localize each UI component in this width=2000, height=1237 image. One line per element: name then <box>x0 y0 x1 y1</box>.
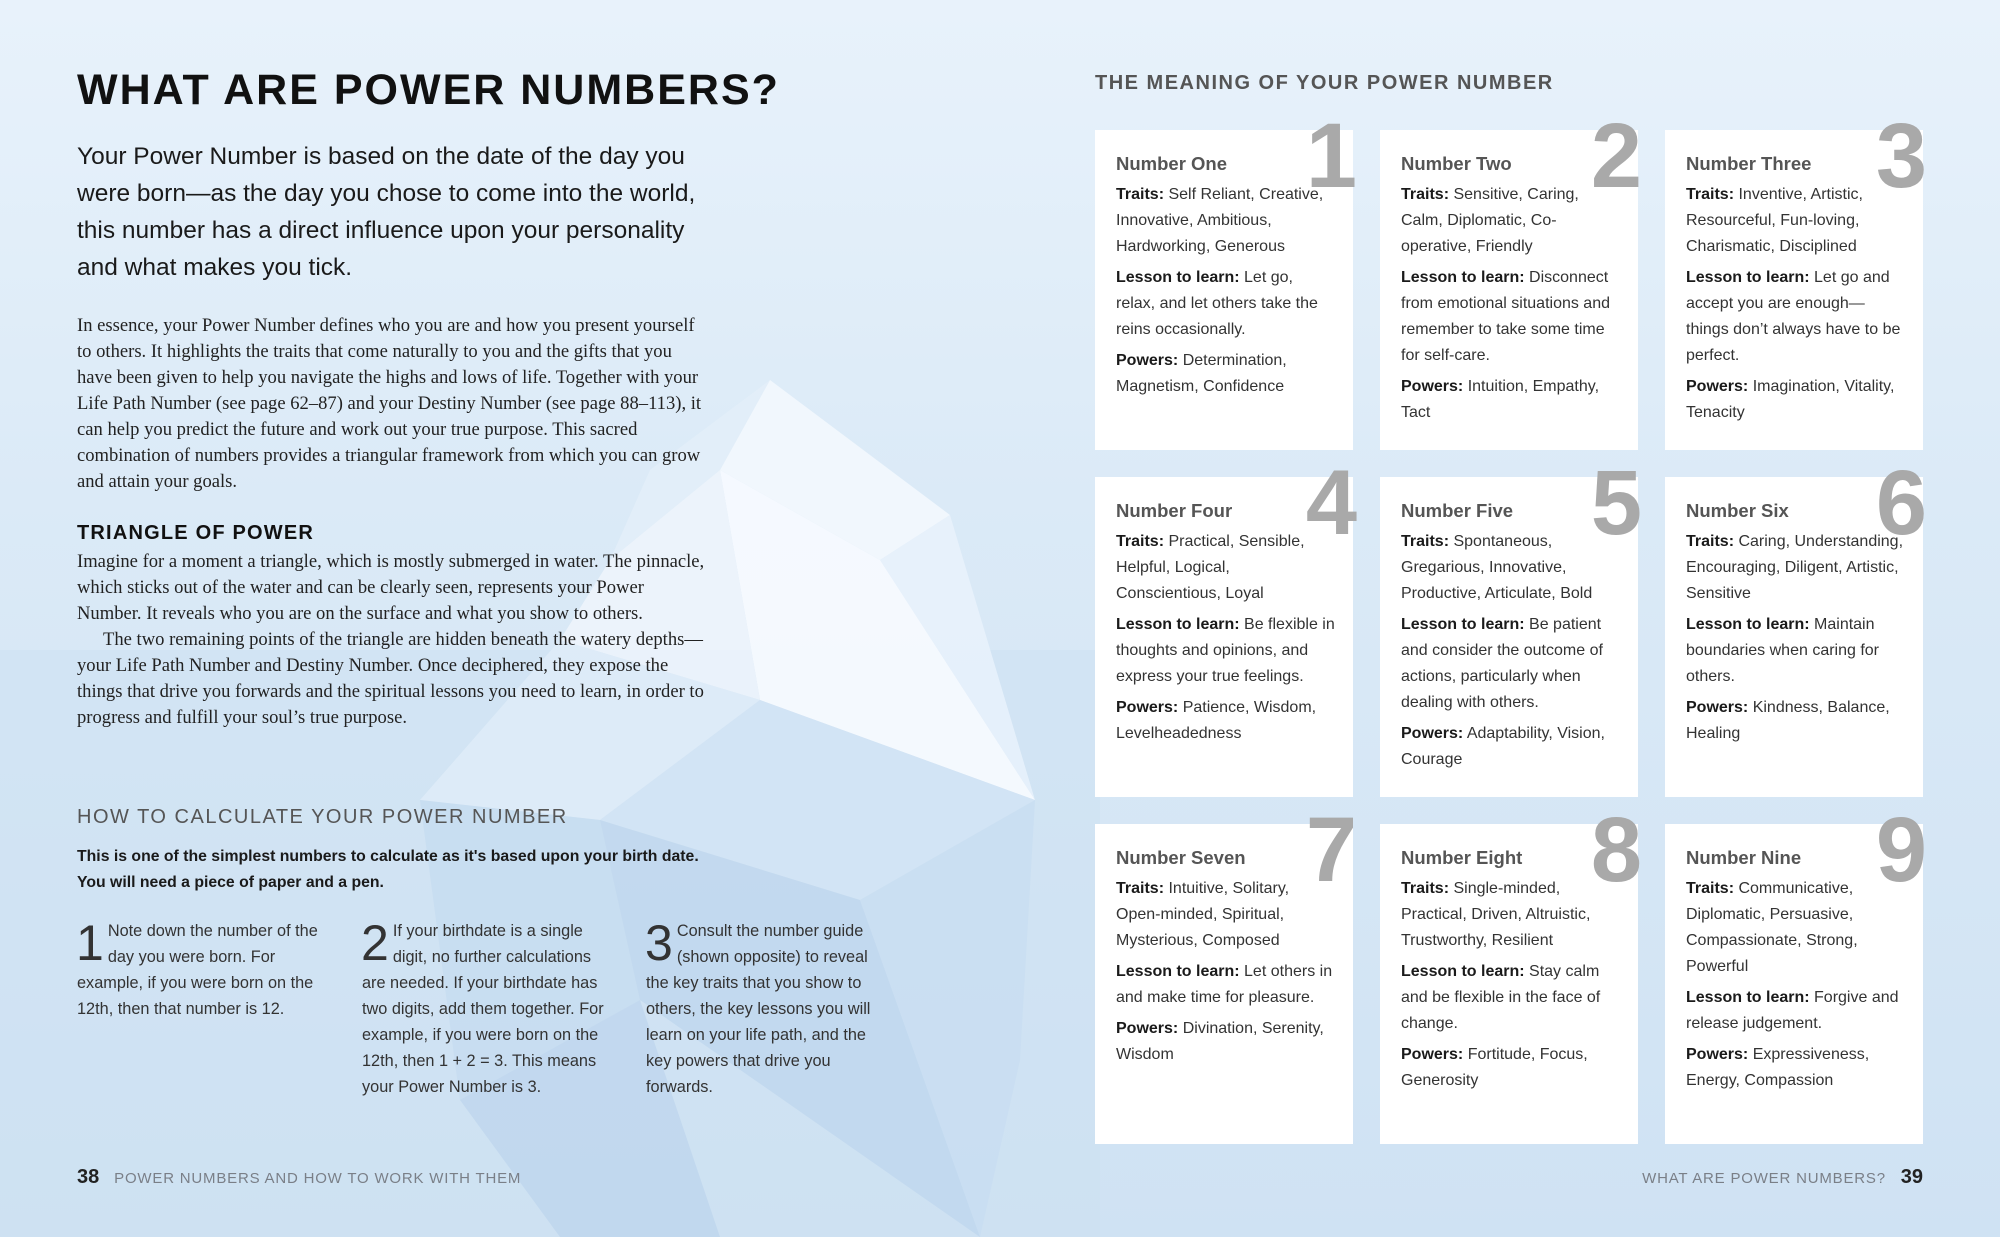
number-card-3 <box>1665 105 1927 450</box>
triangle-paragraph-1: Imagine for a moment a triangle, which is mostly submerged in water. The pinnacle, which sticks out of the water and can be clearly seen, represents your Power Number. It reveals who you are on the surface and what you show to others. <box>77 551 705 624</box>
card-title: Number Five <box>1401 500 1514 521</box>
number-card-2 <box>1380 105 1642 450</box>
card-number: 4 <box>1305 452 1357 554</box>
page-title: WHAT ARE POWER NUMBERS? <box>77 66 780 114</box>
card-number: 5 <box>1590 452 1642 554</box>
step-number: 1 <box>76 915 104 971</box>
step-2 <box>361 915 610 1100</box>
step-text: Consult the number guide (shown opposite) to reveal the key traits that you show to others, the key lessons you will learn on your life path, and the key powers that drive you forwards. <box>646 922 871 1096</box>
card-title: Number One <box>1116 153 1228 174</box>
card-traits: Traits: Intuitive, Solitary, Open-minded, Spiritual, Mysterious, Composed <box>1116 880 1290 949</box>
card-lesson: Lesson to learn: Let go, relax, and let others take the reins occasionally. <box>1116 269 1318 338</box>
card-lesson: Lesson to learn: Disconnect from emotional situations and remember to take some time for self-care. <box>1401 269 1610 364</box>
card-lesson: Lesson to learn: Forgive and release judgement. <box>1686 989 1899 1032</box>
triangle-section <box>77 549 707 731</box>
card-traits: Traits: Single-minded, Practical, Driven, Altruistic, Trustworthy, Resilient <box>1401 880 1591 949</box>
step-3 <box>645 915 894 1100</box>
step-number: 2 <box>361 915 389 971</box>
card-title: Number Eight <box>1401 847 1523 868</box>
step-1 <box>76 915 325 1022</box>
triangle-paragraph-2: The two remaining points of the triangle are hidden beneath the watery depths—your Life Path Number and Destiny Number. Once deciphered, they expose the things that drive you forwards and the spiritual lessons you need to learn, in order to progress and fulfill your soul’s true purpose. <box>77 629 704 728</box>
right-page <box>1000 0 2000 1237</box>
number-card-7 <box>1095 799 1357 1144</box>
number-card-4 <box>1095 452 1357 797</box>
intro-paragraph: Your Power Number is based on the date of the day you were born—as the day you chose to come into the world, this number has a direct influence upon your personality and what makes you tick. <box>77 143 696 281</box>
card-lesson: Lesson to learn: Let others in and make time for pleasure. <box>1116 963 1333 1006</box>
card-traits: Traits: Caring, Understanding, Encouraging, Diligent, Artistic, Sensitive <box>1686 533 1904 602</box>
card-lesson: Lesson to learn: Be flexible in thoughts and opinions, and express your true feelings. <box>1116 616 1335 685</box>
right-footer <box>1642 1166 1923 1189</box>
calc-heading: HOW TO CALCULATE YOUR POWER NUMBER <box>77 806 568 828</box>
step-text: If your birthdate is a single digit, no further calculations are needed. If your birthdate has two digits, add them together. For example, if you were born on the 12th, then 1 + 2 = 3. This means your Power Number is 3. <box>362 922 604 1096</box>
card-powers: Powers: Divination, Serenity, Wisdom <box>1116 1020 1324 1063</box>
page-number: 38 <box>77 1166 100 1188</box>
triangle-heading: TRIANGLE OF POWER <box>77 522 315 544</box>
card-title: Number Four <box>1116 500 1233 521</box>
card-powers: Powers: Determination, Magnetism, Confidence <box>1116 352 1287 395</box>
card-lesson: Lesson to learn: Let go and accept you are enough—things don’t always have to be perfect. <box>1686 269 1901 364</box>
card-number: 8 <box>1590 799 1642 901</box>
card-lesson: Lesson to learn: Stay calm and be flexible in the face of change. <box>1401 963 1601 1032</box>
card-number: 1 <box>1305 105 1357 207</box>
card-title: Number Six <box>1686 500 1789 521</box>
card-traits: Traits: Spontaneous, Gregarious, Innovative, Productive, Articulate, Bold <box>1401 533 1593 602</box>
card-traits: Traits: Inventive, Artistic, Resourceful, Fun-loving, Charismatic, Disciplined <box>1686 186 1863 255</box>
number-card-8 <box>1380 799 1642 1144</box>
body-text: In essence, your Power Number defines who you are and how you present yourself to others. It highlights the traits that come naturally to you and the gifts that you have been given to help you navigate the highs and lows of life. Together with your Life Path Number (see page 62–87) and your Destiny Number (see page 88–113), it can help you predict the future and work out your true purpose. This sacred combination of numbers provides a triangular framework from which you can grow and attain your goals. <box>77 315 702 492</box>
left-footer <box>77 1166 521 1189</box>
card-lesson: Lesson to learn: Maintain boundaries when caring for others. <box>1686 616 1880 685</box>
card-title: Number Seven <box>1116 847 1246 868</box>
page-number: 39 <box>1900 1166 1923 1188</box>
card-number: 6 <box>1875 452 1927 554</box>
step-number: 3 <box>645 915 673 971</box>
meaning-heading: THE MEANING OF YOUR POWER NUMBER <box>1095 72 1554 94</box>
step-text: Note down the number of the day you were born. For example, if you were born on the 12th, then that number is 12. <box>77 922 318 1018</box>
running-head: POWER NUMBERS AND HOW TO WORK WITH THEM <box>114 1170 522 1187</box>
card-traits: Traits: Sensitive, Caring, Calm, Diplomatic, Co-operative, Friendly <box>1401 186 1579 255</box>
card-number: 7 <box>1305 799 1357 901</box>
card-number: 3 <box>1875 105 1927 207</box>
card-traits: Traits: Practical, Sensible, Helpful, Logical, Conscientious, Loyal <box>1116 533 1305 602</box>
number-card-5 <box>1380 452 1642 797</box>
card-traits: Traits: Self Reliant, Creative, Innovative, Ambitious, Hardworking, Generous <box>1116 186 1324 255</box>
card-title: Number Nine <box>1686 847 1802 868</box>
card-powers: Powers: Adaptability, Vision, Courage <box>1401 725 1605 768</box>
card-powers: Powers: Expressiveness, Energy, Compassion <box>1686 1046 1870 1089</box>
card-number: 9 <box>1875 799 1927 901</box>
body-paragraph <box>77 313 707 495</box>
card-powers: Powers: Kindness, Balance, Healing <box>1686 699 1890 742</box>
card-title: Number Three <box>1686 153 1812 174</box>
card-powers: Powers: Intuition, Empathy, Tact <box>1401 378 1600 421</box>
calc-intro: This is one of the simplest numbers to calculate as it's based upon your birth date. You will need a piece of paper and a pen. <box>77 848 699 891</box>
card-powers: Powers: Fortitude, Focus, Generosity <box>1401 1046 1588 1089</box>
running-head: WHAT ARE POWER NUMBERS? <box>1642 1170 1886 1187</box>
card-number: 2 <box>1590 105 1642 207</box>
card-powers: Powers: Patience, Wisdom, Levelheadedness <box>1116 699 1317 742</box>
card-traits: Traits: Communicative, Diplomatic, Persuasive, Compassionate, Strong, Powerful <box>1686 880 1858 975</box>
card-powers: Powers: Imagination, Vitality, Tenacity <box>1686 378 1895 421</box>
number-card-1 <box>1095 105 1357 450</box>
card-title: Number Two <box>1401 153 1512 174</box>
card-lesson: Lesson to learn: Be patient and consider the outcome of actions, particularly when dealing with others. <box>1401 616 1603 711</box>
number-card-6 <box>1665 452 1927 797</box>
number-card-9 <box>1665 799 1927 1144</box>
